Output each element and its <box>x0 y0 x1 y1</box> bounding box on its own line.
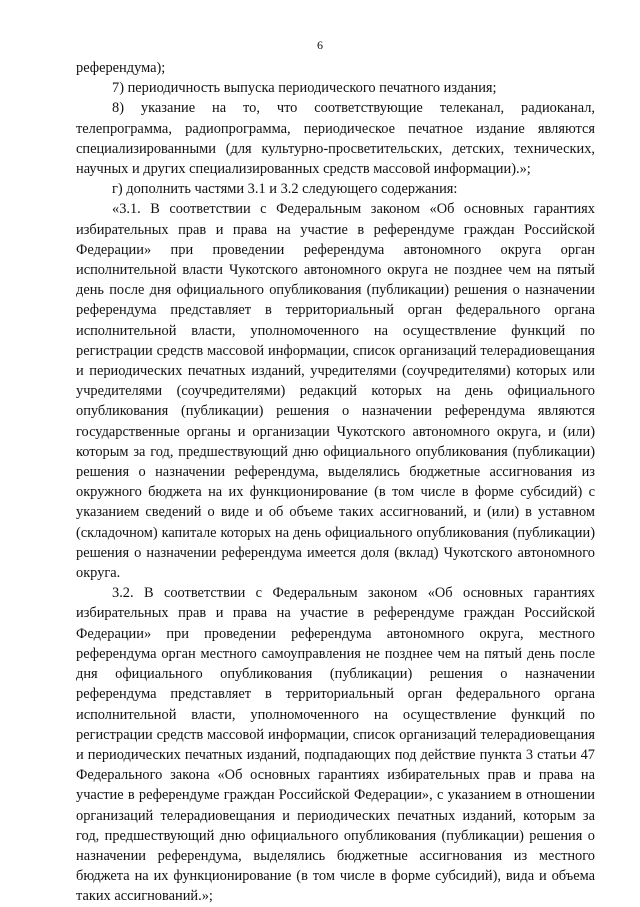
paragraph: 3.2. В соответствии с Федеральным законом «Об основных гарантиях избирательных прав и права на участие в референдуме граждан Российской Федерации» при проведении референдума автономного округа, местного референдума орган местного самоуправления не позднее чем на пятый день после дня официального опубликования (публикации) решения о назначении референдума представляет в территориальный орган федерального органа исполнительной власти, уполномоченного на осуществление функций по регистрации средств массовой информации, список организаций телерадиовещания и периодических печатных изданий, подпадающих под действие пункта 3 статьи 47 Федерального закона «Об основных гарантиях избирательных прав и права на участие в референдуме граждан Российской Федерации», с указанием в отношении организаций телерадиовещания и периодических печатных изданий, которым за год, предшествующий дню официального опубликования (публикации) решения о назначении референдума, выделялись бюджетные ассигнования из местного бюджета на их функционирование (в том числе в форме субсидий), вида и объема таких ассигнований.»; <box>76 585 595 905</box>
paragraph: 7) периодичность выпуска периодического печатного издания; <box>112 80 497 97</box>
paragraph: 8) указание на то, что соответствующие телеканал, радиоканал, телепрограмма, радиопрограмма, периодическое печатное издание являются специализированными (для культурно-просветительских, детских, технических, научных и других специализированных средств массовой информации).»; <box>76 100 595 178</box>
document-body <box>76 58 595 907</box>
paragraph: референдума); <box>76 60 166 76</box>
page-number: 6 <box>317 38 323 52</box>
paragraph: г) дополнить частями 3.1 и 3.2 следующего содержания: <box>112 181 458 198</box>
paragraph: «3.1. В соответствии с Федеральным законом «Об основных гарантиях избирательных прав и права на участие в референдуме граждан Российской Федерации» при проведении референдума автономного округа орган исполнительной власти Чукотского автономного округа не позднее чем на пятый день после дня официального опубликования (публикации) решения о назначении референдума представляет в территориальный орган федерального органа исполнительной власти, уполномоченного на осуществление функций по регистрации средств массовой информации, список организаций телерадиовещания и периодических печатных изданий, учредителями (соучредителями) которых или учредителями (соучредителями) редакций которых на день официального опубликования (публикации) решения о назначении референдума являются государственные органы и организации Чукотского автономного округа, и (или) которым за год, предшествующий дню официального опубликования (публикации) решения о назначении референдума, выделялись бюджетные ассигнования из окружного бюджета на их функционирование (в том числе в форме субсидий) с указанием сведений о виде и об объеме таких ассигнований, и (или) в уставном (складочном) капитале которых на день официального опубликования (публикации) решения о назначении референдума имеется доля (вклад) Чукотского автономного округа. <box>76 201 595 582</box>
